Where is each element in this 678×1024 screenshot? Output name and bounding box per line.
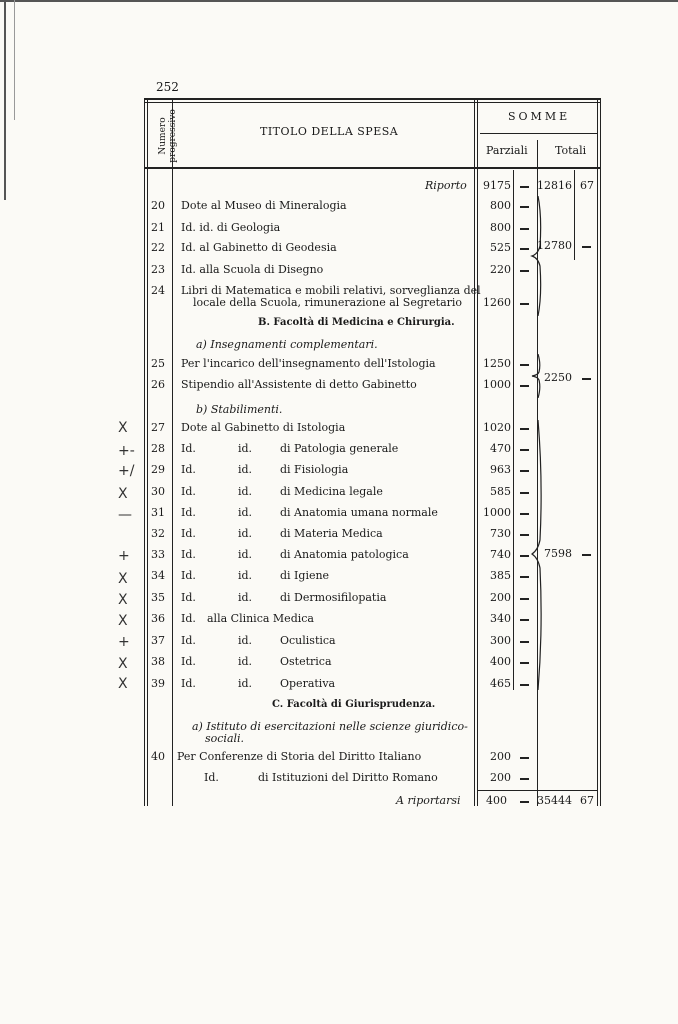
footer-totale: 35444 (537, 794, 572, 807)
row-text: Id. (181, 677, 196, 690)
row-value: 800 (490, 221, 511, 234)
scan-left-edge-2 (14, 0, 15, 120)
row-number: 27 (151, 421, 165, 434)
row-value: 200 (490, 591, 511, 604)
section-c-a2: sociali. (205, 732, 245, 745)
row-value: 385 (490, 569, 511, 582)
row-text: Per l'incarico dell'insegnamento dell'Istologia (181, 357, 436, 370)
row-number: 36 (151, 612, 165, 625)
row-text-tail: di Medicina legale (280, 485, 383, 498)
section-c-title: C. Facoltà di Giurisprudenza. (272, 699, 436, 710)
row-number: 32 (151, 527, 165, 540)
right-frame-2 (600, 98, 601, 806)
parz-dash-rule (513, 170, 514, 690)
margin-pencil-mark: +- (118, 443, 135, 459)
row-value: 400 (490, 655, 511, 668)
row-text: Dote al Museo di Mineralogia (181, 199, 347, 212)
footer-label: A riportarsi (396, 794, 461, 807)
row-number: 35 (151, 591, 165, 604)
row-text-tail: di Patologia generale (280, 442, 399, 455)
riporto-parziale: 9175 (483, 179, 511, 192)
margin-pencil-mark: X (118, 613, 128, 629)
row-text-mid: id. (238, 548, 253, 561)
footer-parziale: 400 (486, 794, 507, 807)
row-dash (520, 757, 529, 759)
row-value: 740 (490, 548, 511, 561)
row-text: Id. (181, 569, 196, 582)
total-group2: 2250 (544, 371, 572, 384)
margin-pencil-mark: X (118, 486, 128, 502)
margin-pencil-mark: X (118, 592, 128, 608)
row-number: 26 (151, 378, 165, 391)
row-text-tail: Operativa (280, 677, 336, 690)
row-text: Id. (181, 591, 196, 604)
margin-pencil-mark: X (118, 676, 128, 692)
margin-pencil-mark: + (118, 548, 130, 564)
somme-rule (480, 133, 598, 134)
header-titolo: TITOLO DELLA SPESA (260, 125, 399, 138)
margin-pencil-mark: X (118, 571, 128, 587)
row-text-mid: id. (238, 442, 253, 455)
total-group2-dash (582, 378, 591, 380)
row-text: Id. alla Scuola di Disegno (181, 263, 324, 276)
header-bottom-rule (144, 167, 600, 169)
row-text: Id. (181, 655, 196, 668)
row-text: Dote al Gabinetto di Istologia (181, 421, 346, 434)
footer-cent: 67 (580, 794, 594, 807)
riporto-totale: 12816 (537, 179, 572, 192)
row-text-mid: id. (238, 463, 253, 476)
row-text: Libri di Matematica e mobili relativi, sorveglianza del (181, 284, 481, 297)
row-value: 200 (490, 750, 511, 763)
row-text-mid: id. (238, 569, 253, 582)
row-text-tail: di Materia Medica (280, 527, 383, 540)
row-text-mid: id. (238, 634, 253, 647)
row-number: 24 (151, 284, 165, 297)
row-text-tail: di Anatomia patologica (280, 548, 409, 561)
row-dash (520, 778, 529, 780)
table-top-rule (144, 98, 600, 100)
row-number: 37 (151, 634, 165, 647)
total-group3: 7598 (544, 547, 572, 560)
total-group1: 12780 (537, 239, 572, 252)
row-value: 465 (490, 677, 511, 690)
row-text-mid: id. (238, 527, 253, 540)
row-text: Id. (181, 506, 196, 519)
row-text-tail: di Fisiologia (280, 463, 349, 476)
right-frame (597, 98, 598, 806)
row-value: 963 (490, 463, 511, 476)
row-text: Stipendio all'Assistente di detto Gabinetto (181, 378, 417, 391)
row-text-tail: Oculistica (280, 634, 336, 647)
row-text-mid: id. (238, 591, 253, 604)
riporto-dash (520, 186, 529, 188)
row-text-tail: di Dermosifilopatia (280, 591, 387, 604)
row-text: Per Conferenze di Storia del Diritto Italiano (177, 750, 422, 763)
row-number: 22 (151, 241, 165, 254)
scan-top-edge (0, 0, 678, 2)
row-value: 800 (490, 199, 511, 212)
num-col-rule (172, 98, 173, 806)
footer-dash (520, 801, 529, 803)
row-number: 31 (151, 506, 165, 519)
row-number: 30 (151, 485, 165, 498)
row-number: 29 (151, 463, 165, 476)
row-text-tail: di Istituzioni del Diritto Romano (258, 771, 438, 784)
left-frame (144, 98, 145, 806)
row-text-tail: di Igiene (280, 569, 330, 582)
row-text-mid: id. (238, 677, 253, 690)
row-value: 1020 (483, 421, 511, 434)
margin-pencil-mark: X (118, 656, 128, 672)
row-text: Id. (181, 485, 196, 498)
table-top-rule-2 (144, 102, 600, 103)
row-text: Id. id. di Geologia (181, 221, 281, 234)
row-text-tail: Ostetrica (280, 655, 332, 668)
scan-left-edge (4, 0, 6, 200)
header-totali: Totali (555, 144, 587, 157)
section-b-a: a) Insegnamenti complementari. (196, 338, 378, 351)
row-value: 1260 (483, 296, 511, 309)
total-group1-dash (582, 246, 591, 248)
row-text: Id. (181, 612, 196, 625)
row-text: Id. (181, 527, 196, 540)
footer-rule (478, 790, 598, 791)
header-parziali: Parziali (486, 144, 528, 157)
row-number: 23 (151, 263, 165, 276)
row-text-cont: locale della Scuola, rimunerazione al Segretario (193, 296, 463, 309)
row-value: 730 (490, 527, 511, 540)
row-text-mid: id. (238, 485, 253, 498)
row-number: 20 (151, 199, 165, 212)
section-b-title: B. Facoltà di Medicina e Chirurgia. (258, 317, 455, 328)
margin-pencil-mark: +/ (118, 463, 135, 479)
row-number: 39 (151, 677, 165, 690)
row-text: Id. (181, 634, 196, 647)
section-b-b: b) Stabilimenti. (196, 403, 283, 416)
row-number: 21 (151, 221, 165, 234)
row-value: 585 (490, 485, 511, 498)
brace-group1 (528, 196, 548, 316)
riporto-label: Riporto (425, 179, 467, 192)
row-text-tail: di Anatomia umana normale (280, 506, 438, 519)
row-value: 1250 (483, 357, 511, 370)
row-number: 25 (151, 357, 165, 370)
margin-pencil-mark: X (118, 420, 128, 436)
row-value: 1000 (483, 506, 511, 519)
row-value: 470 (490, 442, 511, 455)
row-text: Id. (181, 548, 196, 561)
row-value: 1000 (483, 378, 511, 391)
row-text-mid: id. (238, 506, 253, 519)
row-text-mid: alla Clinica Medica (207, 612, 314, 625)
header-numero: Numero progressivo (158, 109, 178, 163)
row-number: 33 (151, 548, 165, 561)
margin-pencil-mark: — (118, 507, 132, 523)
row-text: Id. (181, 463, 196, 476)
row-value: 300 (490, 634, 511, 647)
riporto-cent: 67 (580, 179, 594, 192)
row-text-mid: id. (238, 655, 253, 668)
row-value: 525 (490, 241, 511, 254)
row-text: Id. al Gabinetto di Geodesia (181, 241, 337, 254)
header-somme: SOMME (508, 110, 571, 123)
row-number: 34 (151, 569, 165, 582)
row-text: Id. (204, 771, 219, 784)
row-value: 200 (490, 771, 511, 784)
margin-pencil-mark: + (118, 634, 130, 650)
row-number: 38 (151, 655, 165, 668)
section-c-a1: a) Istituto di esercitazioni nelle scienze giuridico- (192, 720, 468, 733)
row-text: Id. (181, 442, 196, 455)
row-number: 28 (151, 442, 165, 455)
total-group3-dash (582, 554, 591, 556)
row-value: 340 (490, 612, 511, 625)
page-number: 252 (156, 80, 179, 94)
row-value: 220 (490, 263, 511, 276)
row-number: 40 (151, 750, 165, 763)
